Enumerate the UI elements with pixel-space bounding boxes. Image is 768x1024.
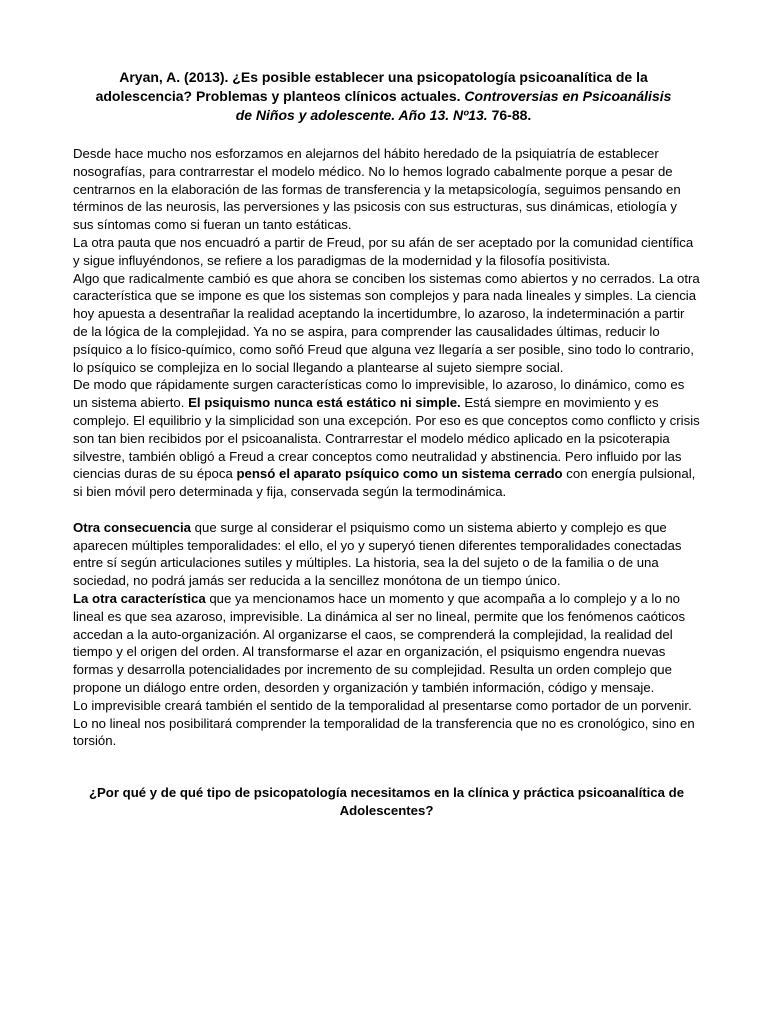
citation-title: Aryan, A. (2013). ¿Es posible establecer una psicopatología psicoanalítica de la adolescencia? Problemas y planteos clínicos actuales. <box>95 69 648 104</box>
paragraph-2: La otra pauta que nos encuadró a partir de Freud, por su afán de ser aceptado por la comunidad científica y sigue influyéndonos, se refiere a los paradigmas de la modernidad y la filosofía positivista. <box>73 234 694 268</box>
paragraph-4-bold-a: El psiquismo nunca está estático ni simple. <box>188 395 461 411</box>
paragraph-3: Algo que radicalmente cambió es que ahora se conciben los sistemas como abiertos y no cerrados. La otra característica que se impone es que los sistemas son complejos y para nada lineales y simples. La ciencia hoy apuesta a desentrañar la realidad aceptando la incertidumbre, lo azaroso, la indeterminación a partir de la lógica de la complejidad. Ya no se aspira, para comprender las causalidades últimas, reducir lo psíquico a lo físico-químico, como soñó Freud que alguna vez llegaría a ser posible, sino todo lo contrario, lo psíquico se complejiza en lo social llegando a plantearse al sujeto siempre social. <box>73 270 700 375</box>
paragraph-5-text: que surge al considerar el psiquismo como un sistema abierto y complejo es que aparecen múltiples temporalidades: el ello, el yo y superyó tienen diferentes temporalidades conectadas entre sí según articulaciones sutiles y múltiples. La historia, sea la del sujeto o de la familia o de una sociedad, no podrá jamás ser reducida a la sencillez monótona de un tiempo único. <box>73 519 682 589</box>
citation-heading <box>73 68 700 125</box>
citation-pages: 76-88. <box>487 107 532 123</box>
paragraph-5-bold: Otra consecuencia <box>73 519 192 535</box>
paragraph-1: Desde hace mucho nos esforzamos en alejarnos del hábito heredado de la psiquiatría de establecer nosografías, para contrarrestar el modelo médico. No lo hemos logrado cabalmente porque a pesar de centrarnos en la elaboración de las formas de transferencia y la metapsicología, seguimos pensando en términos de las neurosis, las perversiones y las psicosis con sus estructuras, sus dinámicas, etiología y sus síntomas como si fueran un tanto estáticas. <box>73 146 681 233</box>
paragraph-5 <box>73 519 700 590</box>
paragraph-4-text-a: De modo que rápidamente surgen características como lo imprevisible, lo azaroso, lo dinámico, como es un sistema abierto. <box>73 377 685 411</box>
section-question-heading: ¿Por qué y de qué tipo de psicopatología necesitamos en la clínica y práctica psicoanalítica de Adolescentes? <box>88 785 685 819</box>
paragraph-6 <box>73 590 700 697</box>
paragraph-4 <box>73 376 700 501</box>
paragraph-6-bold: La otra característica <box>73 590 206 606</box>
paragraph-7: Lo imprevisible creará también el sentido de la temporalidad al presentarse como portador de un porvenir. Lo no lineal nos posibilitará comprender la temporalidad de la transferencia que no es cronológico, sino en torsión. <box>73 697 695 749</box>
citation-journal: Controversias en Psicoanálisis de Niños y adolescente. Año 13. Nº13. <box>235 88 672 123</box>
paragraph-4-text-b: Está siempre en movimiento y es complejo. El equilibrio y la simplicidad son una excepción. Por eso es que conceptos como conflicto y crisis son tan bien recibidos por el psicoanalista. Contrarrestar el modelo médico aplicado en la psicoterapia silvestre, también obligó a Freud a crear conceptos como neutralidad y abstinencia. Pero influido por las ciencias duras de su época <box>73 395 700 482</box>
body-text <box>73 145 700 750</box>
paragraph-6-text: que ya mencionamos hace un momento y que acompaña a lo complejo y a lo no lineal es que sea azaroso, imprevisible. La dinámica al ser no lineal, permite que los fenómenos caóticos accedan a la auto-organización. Al organizarse el caos, se comprenderá la complejidad, la realidad del tiempo y el origen del orden. Al transformarse el azar en organización, el psiquismo engendra nuevas formas y desarrolla potencialidades por incremento de su complejidad. Resulta un orden complejo que propone un diálogo entre orden, desorden y organización y también información, código y mensaje. <box>73 590 686 695</box>
paragraph-4-bold-b: pensó el aparato psíquico como un sistema cerrado <box>236 466 563 482</box>
paragraph-4-text-c: con energía pulsional, si bien móvil pero determinada y fija, conservada según la termodinámica. <box>73 466 696 500</box>
